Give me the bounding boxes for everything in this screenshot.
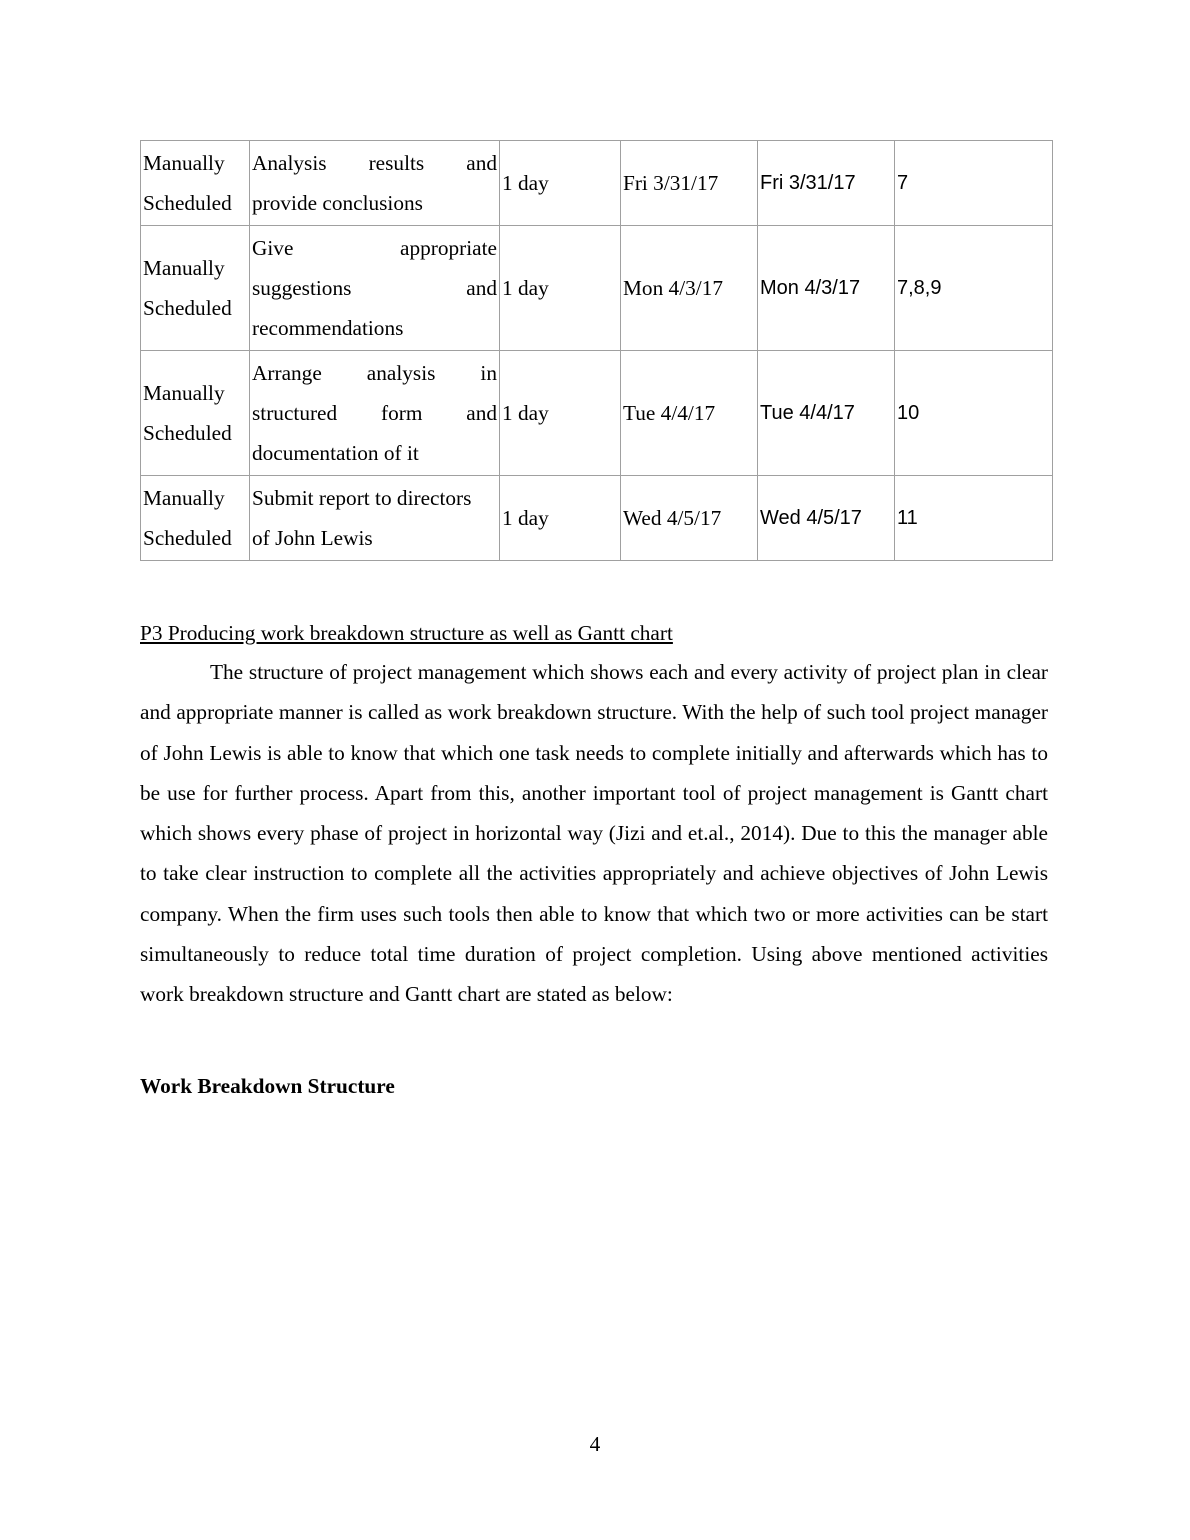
task-mode-cell: Manually Scheduled bbox=[141, 141, 250, 226]
finish-date-cell: Wed 4/5/17 bbox=[758, 476, 895, 561]
predecessors-cell: 7,8,9 bbox=[895, 226, 1053, 351]
wbs-heading: Work Breakdown Structure bbox=[140, 1074, 395, 1098]
duration-cell: 1 day bbox=[500, 351, 621, 476]
finish-date-cell: Tue 4/4/17 bbox=[758, 351, 895, 476]
task-schedule-table bbox=[140, 140, 1053, 561]
finish-date-cell: Fri 3/31/17 bbox=[758, 141, 895, 226]
task-name-cell: Arrange analysis in structured form and documentation of it bbox=[250, 351, 500, 476]
duration-cell: 1 day bbox=[500, 141, 621, 226]
start-date-cell: Fri 3/31/17 bbox=[621, 141, 758, 226]
duration-cell: 1 day bbox=[500, 476, 621, 561]
start-date-cell: Tue 4/4/17 bbox=[621, 351, 758, 476]
task-name-cell: Analysis results and provide conclusions bbox=[250, 141, 500, 226]
table-row bbox=[141, 476, 1053, 561]
task-mode-cell: Manually Scheduled bbox=[141, 476, 250, 561]
table-row bbox=[141, 141, 1053, 226]
predecessors-cell: 11 bbox=[895, 476, 1053, 561]
finish-date-cell: Mon 4/3/17 bbox=[758, 226, 895, 351]
predecessors-cell: 7 bbox=[895, 141, 1053, 226]
task-mode-cell: Manually Scheduled bbox=[141, 226, 250, 351]
table-row bbox=[141, 351, 1053, 476]
predecessors-cell: 10 bbox=[895, 351, 1053, 476]
table-row bbox=[141, 226, 1053, 351]
duration-cell: 1 day bbox=[500, 226, 621, 351]
start-date-cell: Mon 4/3/17 bbox=[621, 226, 758, 351]
start-date-cell: Wed 4/5/17 bbox=[621, 476, 758, 561]
body-paragraph: The structure of project management which shows each and every activity of project plan in clear and appropriate manner is called as work breakdown structure. With the help of such tool project manager of John Lewis is able to know that which one task needs to complete initially and afterwards which has to be use for further process. Apart from this, another important tool of project management is Gantt chart which shows every phase of project in horizontal way (Jizi and et.al., 2014). Due to this the manager able to take clear instruction to complete all the activities appropriately and achieve objectives of John Lewis company. When the firm uses such tools then able to know that which two or more activities can be start simultaneously to reduce total time duration of project completion. Using above mentioned activities work breakdown structure and Gantt chart are stated as below: bbox=[140, 660, 1048, 1007]
task-name-cell: Give appropriate suggestions and recommendations bbox=[250, 226, 500, 351]
task-mode-cell: Manually Scheduled bbox=[141, 351, 250, 476]
page-number: 4 bbox=[589, 1432, 601, 1456]
task-name-cell: Submit report to directors of John Lewis bbox=[250, 476, 500, 561]
section-heading: P3 Producing work breakdown structure as well as Gantt chart bbox=[140, 621, 673, 645]
